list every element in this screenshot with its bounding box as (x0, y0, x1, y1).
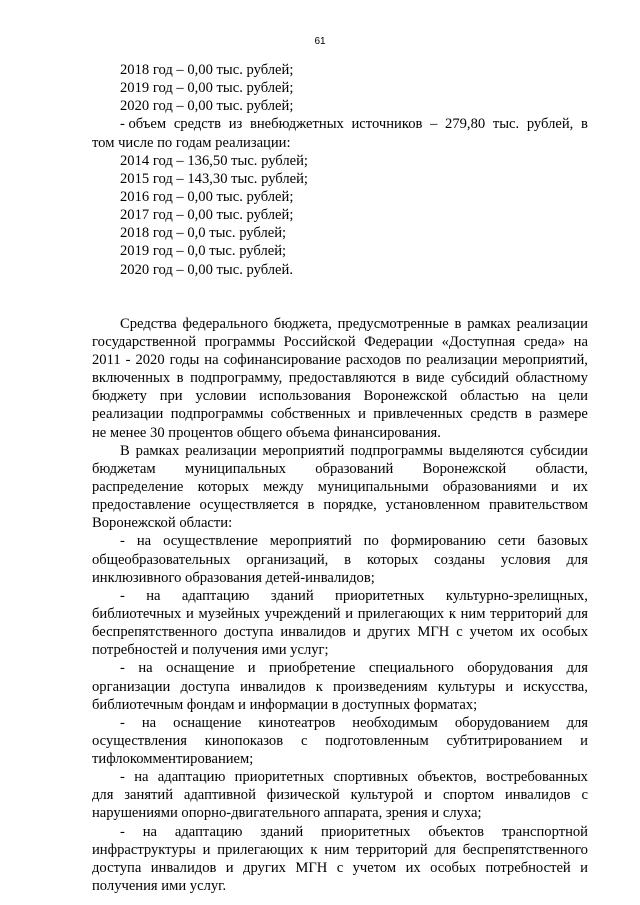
word: для (566, 605, 588, 622)
bullet-item-line (92, 623, 588, 641)
word: библиотечных (92, 605, 182, 622)
word: в (402, 370, 410, 387)
subsidies-line (92, 442, 588, 460)
bullet-item-line (92, 605, 588, 623)
year-line: 2017 год – 0,00 тыс. рублей; (120, 207, 294, 224)
bullet-item-line: потребностей и получения ими услуг; (92, 642, 329, 659)
word: федерального (182, 315, 269, 332)
word: и (352, 624, 361, 641)
word: базовых (537, 533, 588, 550)
word: внебюджетных (249, 116, 344, 133)
word: доступа (224, 624, 274, 641)
bullet-item-line (92, 859, 588, 877)
word: с (581, 787, 588, 804)
word: государственной (92, 333, 197, 350)
word: областью (460, 388, 519, 405)
word: оснащение (173, 714, 242, 731)
word: бюджетам (92, 460, 156, 477)
word: средств (470, 406, 518, 423)
word: мероприятий, (502, 351, 588, 368)
word: между (263, 478, 304, 495)
word: мероприятий (269, 533, 352, 550)
word: для (566, 660, 588, 677)
bullet-item (92, 659, 588, 713)
subsidy-bullet-list (92, 532, 588, 895)
bullet-item-line (92, 659, 588, 677)
word: годы (169, 351, 200, 368)
word: инфраструктуры (92, 841, 196, 858)
bullet-item-line: тифлокомментированием; (92, 751, 254, 768)
extrabudget-line: том числе по годам реализации: (92, 134, 291, 151)
federal-budget-line (92, 351, 588, 369)
word: собственных (270, 406, 351, 423)
word: потребностей (485, 859, 571, 876)
word: областному (515, 370, 588, 387)
bullet-item-line (92, 786, 588, 804)
word: подпрограммы (170, 406, 264, 423)
bullet-item-line (92, 823, 588, 841)
word: на (531, 388, 546, 405)
word: в (344, 551, 352, 568)
word: расходов (345, 351, 402, 368)
subsidies-paragraph (92, 442, 588, 533)
word: бюджету (92, 388, 147, 405)
word: реализации (185, 442, 257, 459)
year-line: 2015 год – 143,30 тыс. рублей; (120, 170, 308, 187)
word: адаптацию (181, 587, 250, 604)
subsidies-line (92, 460, 588, 478)
word: музейных (198, 605, 260, 622)
word: субтитрированием (446, 732, 563, 749)
word: других (367, 624, 411, 641)
word: - (120, 660, 125, 677)
extrabudget-paragraph (92, 115, 588, 151)
bullet-item (92, 714, 588, 768)
word: ним (460, 605, 486, 622)
word: их (572, 478, 588, 495)
word: виде (415, 370, 445, 387)
word: размере (539, 406, 588, 423)
word: подпрограммы (350, 442, 443, 459)
word: и (247, 660, 256, 677)
word: рамках (467, 315, 511, 332)
word: для (566, 551, 588, 568)
word: культуры (437, 678, 496, 695)
word: которых (197, 478, 249, 495)
word: распределение (92, 478, 184, 495)
word: культурой (350, 787, 414, 804)
word: необходимым (352, 714, 438, 731)
word: транспортной (501, 823, 588, 840)
bullet-item-line: нарушениями опорно-двигательного аппарата, зрения и слуха; (92, 805, 482, 822)
word: 2020 (135, 351, 165, 368)
word: выделяются (448, 442, 524, 459)
word: учреждений (264, 605, 341, 622)
word: порядке, (323, 497, 377, 514)
word: МГН (417, 624, 450, 641)
word: беспрепятственного (462, 841, 588, 858)
bullet-item-line (92, 678, 588, 696)
word: адаптивной (183, 787, 256, 804)
year-line: 2016 год – 0,00 тыс. рублей; (120, 188, 294, 205)
word: средств (173, 116, 222, 133)
word: в (454, 315, 462, 332)
word: - объем (120, 116, 167, 133)
word: с (300, 732, 308, 749)
word: на (138, 660, 153, 677)
word: других (243, 859, 286, 876)
word: на (141, 714, 157, 731)
word: территорий (490, 605, 562, 622)
word: софинансирование (223, 351, 341, 368)
word: рамках (135, 442, 180, 459)
word: и (580, 732, 588, 749)
year-line: 2020 год – 0,00 тыс. рублей. (120, 261, 293, 278)
word: объектов, (417, 769, 477, 786)
word: Воронежской (422, 460, 507, 477)
word: источников (351, 116, 423, 133)
word: в (581, 116, 588, 133)
word: осуществления (92, 732, 187, 749)
year-line: 2018 год – 0,0 тыс. рублей; (120, 225, 287, 242)
bullet-item-line: инклюзивного образования детей-инвалидов; (92, 569, 375, 586)
federal-budget-line (92, 405, 588, 423)
word: формированию (390, 533, 486, 550)
year-line: 2018 год – 0,00 тыс. рублей; (120, 62, 294, 78)
subsidies-line (92, 478, 588, 496)
word: - (125, 351, 131, 368)
word: образований (315, 460, 394, 477)
word: с (336, 859, 344, 876)
word: искусства, (523, 678, 588, 695)
word: кинопоказов (204, 732, 284, 749)
bullet-item (92, 768, 588, 822)
federal-budget-line (92, 369, 588, 387)
word: и (185, 605, 194, 622)
word: сети (497, 533, 526, 550)
word: доступа (92, 859, 142, 876)
word: рублей, (526, 116, 574, 133)
word: в (307, 497, 315, 514)
word: реализации (92, 406, 164, 423)
word: к (448, 605, 456, 622)
word: организации (92, 678, 171, 695)
word: В (120, 442, 130, 459)
word: беспрепятственного (92, 624, 218, 641)
word: для (92, 787, 114, 804)
word: осуществляется (199, 497, 299, 514)
bullet-item-line: получения ими услуг. (92, 878, 227, 895)
word: на (142, 823, 158, 840)
word: на (573, 333, 588, 350)
word: созданы (434, 551, 485, 568)
word: и (225, 859, 234, 876)
word: объектов (428, 823, 484, 840)
word: приоритетных (321, 823, 411, 840)
word: правительством (488, 497, 588, 514)
word: на (204, 351, 219, 368)
word: общеобразовательных (92, 551, 231, 568)
word: Воронежской (363, 388, 448, 405)
word: инвалидов (150, 859, 217, 876)
page-number: 61 (314, 36, 326, 47)
word: субсидий (450, 370, 510, 387)
word: оборудованием (454, 714, 550, 731)
word: МГН (295, 859, 328, 876)
word: бюджета, (273, 315, 332, 332)
word: - (120, 714, 125, 731)
word: особых (542, 624, 588, 641)
word: адаптацию (174, 823, 243, 840)
word: физической (266, 787, 340, 804)
word: адаптацию (157, 769, 226, 786)
word: и (358, 406, 366, 423)
word: особых (430, 859, 477, 876)
bullet-item-line (92, 841, 588, 859)
document-body (92, 61, 588, 895)
word: спортивных (333, 769, 409, 786)
word: на (136, 533, 152, 550)
word: на (146, 587, 161, 604)
word: организаций, (246, 551, 329, 568)
word: занятий (124, 787, 174, 804)
federal-budget-line (92, 333, 588, 351)
word: предусмотренные (337, 315, 449, 332)
bullet-item (92, 587, 588, 660)
word: субсидии (529, 442, 588, 459)
word: с (456, 624, 463, 641)
word: реализации (426, 351, 498, 368)
word: среда» (523, 333, 566, 350)
word: реализации (516, 315, 588, 332)
word: и (345, 605, 354, 622)
word: прилегающих (217, 841, 304, 858)
word: – (430, 116, 438, 133)
word: и (505, 678, 514, 695)
word: их (405, 859, 421, 876)
paragraph-gap (92, 279, 588, 315)
word: произведениям (333, 678, 428, 695)
word: оснащение (166, 660, 235, 677)
word: по (363, 533, 379, 550)
year-line: 2019 год – 0,00 тыс. рублей; (120, 80, 294, 97)
year-line: 2014 год – 136,50 тыс. рублей; (120, 152, 308, 169)
year-list-extrabudget (92, 152, 588, 279)
bullet-item-line (92, 732, 588, 750)
word: в (176, 370, 184, 387)
word: и (550, 478, 559, 495)
word: 279,80 (445, 116, 486, 133)
federal-budget-line (92, 315, 588, 333)
word: Средства (120, 315, 177, 332)
word: культурно-зрелищных, (445, 587, 588, 604)
word: и (202, 841, 211, 858)
word: востребованных (486, 769, 588, 786)
word: для (566, 714, 588, 731)
extrabudget-line (92, 115, 588, 133)
word: к (315, 678, 323, 695)
word: инвалидов (504, 787, 571, 804)
word: учетом (352, 859, 397, 876)
word: «Доступная (441, 333, 516, 350)
word: тыс. (492, 116, 520, 133)
word: прилегающих (357, 605, 445, 622)
word: кинотеатров (258, 714, 336, 731)
word: на (134, 769, 149, 786)
word: осуществление (163, 533, 258, 550)
word: инвалидов (280, 624, 346, 641)
word: к (310, 841, 318, 858)
word: предоставление (92, 497, 191, 514)
word: области, (535, 460, 588, 477)
word: включенных (92, 370, 171, 387)
word: приоритетных (335, 587, 425, 604)
word: муниципальных (184, 460, 286, 477)
word: оборудования (467, 660, 554, 677)
word: - (120, 769, 125, 786)
word: по (406, 351, 422, 368)
word: специального (368, 660, 454, 677)
word: и (424, 787, 433, 804)
word: в (524, 406, 532, 423)
word: приоритетных (234, 769, 325, 786)
word: территорий (356, 841, 428, 858)
subsidies-line (92, 496, 588, 514)
year-line: 2019 год – 0,0 тыс. рублей; (120, 243, 287, 260)
bullet-item (92, 823, 588, 896)
year-list-budget (92, 61, 588, 115)
federal-budget-paragraph (92, 315, 588, 442)
subsidies-line: Воронежской области: (92, 515, 233, 532)
word: их (520, 624, 536, 641)
word: зданий (260, 823, 304, 840)
word: предоставляются (288, 370, 396, 387)
word: мероприятий (262, 442, 345, 459)
word: приобретение (269, 660, 356, 677)
word: - (120, 823, 125, 840)
word: инвалидов (239, 678, 306, 695)
word: - (120, 533, 125, 550)
word: установленном (385, 497, 481, 514)
word: Российской (283, 333, 356, 350)
bullet-item (92, 532, 588, 586)
bullet-item-line (92, 551, 588, 569)
word: - (120, 587, 125, 604)
word: условия (500, 551, 551, 568)
word: привлеченных (373, 406, 463, 423)
word: образованиями (442, 478, 537, 495)
word: спортом (442, 787, 495, 804)
word: подпрограмму, (190, 370, 283, 387)
word: ним (324, 841, 350, 858)
federal-budget-line: не менее 30 процентов общего объема финансирования. (92, 424, 441, 441)
word: и (580, 859, 588, 876)
bullet-item-line: библиотечным фондам и информации в доступных форматах; (92, 696, 478, 713)
bullet-item-line (92, 768, 588, 786)
word: доступа (180, 678, 230, 695)
federal-budget-line (92, 387, 588, 405)
word: из (228, 116, 243, 133)
word: учетом (469, 624, 514, 641)
bullet-item-line (92, 532, 588, 550)
word: подготовленным (325, 732, 429, 749)
word: при (159, 388, 183, 405)
word: муниципальными (317, 478, 429, 495)
word: цели (558, 388, 588, 405)
bullet-item-line (92, 587, 588, 605)
word: использования (259, 388, 351, 405)
word: программы (204, 333, 276, 350)
word: зданий (270, 587, 314, 604)
word: 2011 (92, 351, 121, 368)
year-line: 2020 год – 0,00 тыс. рублей; (120, 98, 294, 115)
word: условии (195, 388, 247, 405)
word: для (434, 841, 456, 858)
word: Федерации (364, 333, 433, 350)
bullet-item-line (92, 714, 588, 732)
word: которых (366, 551, 419, 568)
